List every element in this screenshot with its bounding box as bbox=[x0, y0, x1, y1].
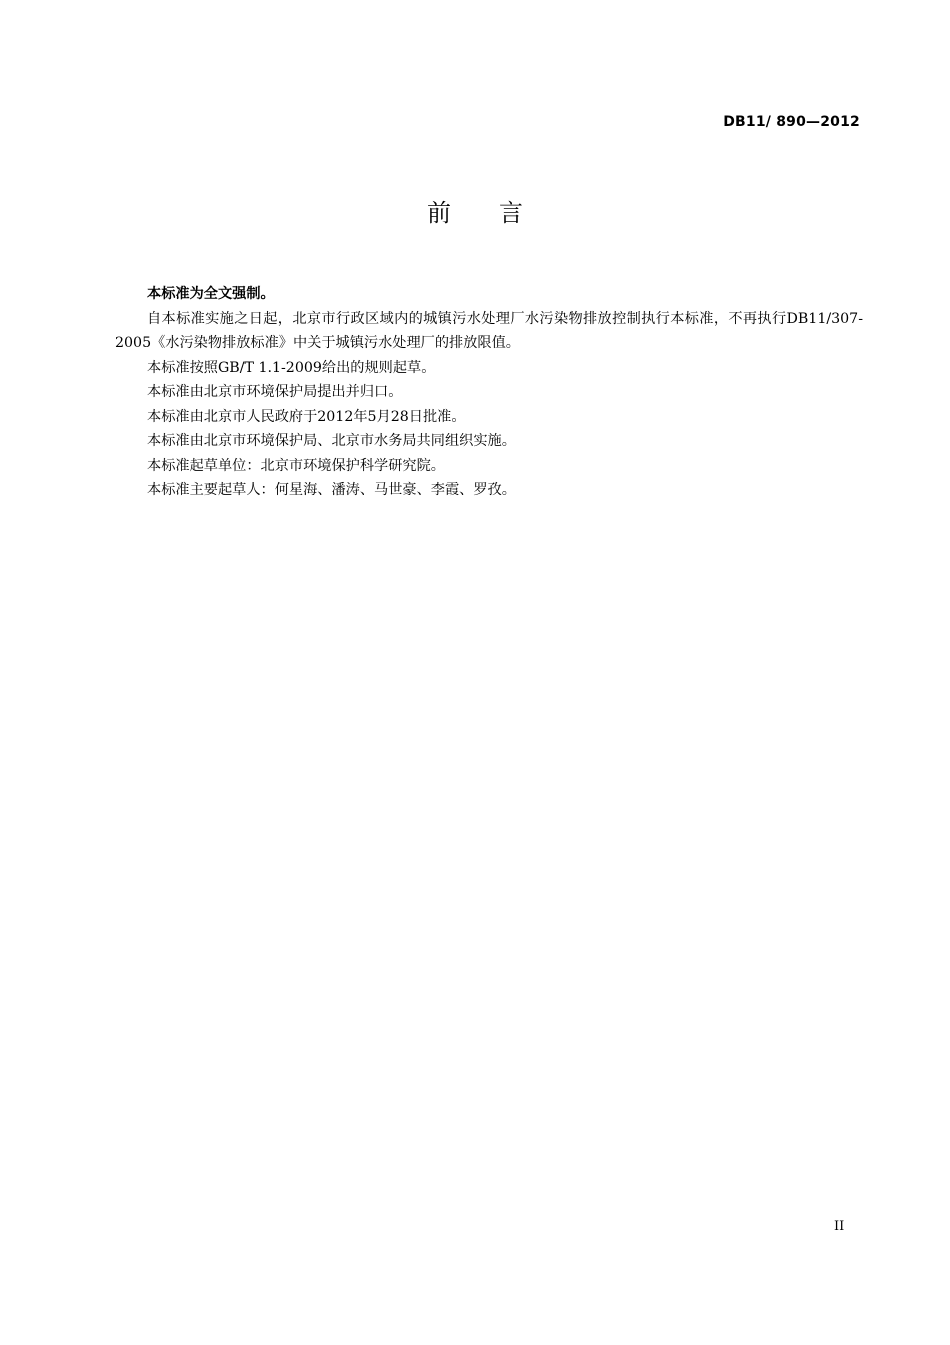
page-title-part2: 言 bbox=[499, 199, 523, 227]
paragraph-approval: 本标准由北京市人民政府于2012年5月28日批准。 bbox=[147, 408, 466, 425]
foreword-body bbox=[115, 282, 863, 503]
mandatory-statement: 本标准为全文强制。 bbox=[147, 286, 275, 302]
page-title-part1: 前 bbox=[427, 199, 451, 227]
paragraph-implementers: 本标准由北京市环境保护局、北京市水务局共同组织实施。 bbox=[147, 433, 516, 449]
paragraph-drafting-rules: 本标准按照GB/T 1.1-2009给出的规则起草。 bbox=[147, 359, 436, 376]
document-code: DB11/ 890—2012 bbox=[723, 114, 860, 130]
paragraph-proposer: 本标准由北京市环境保护局提出并归口。 bbox=[147, 384, 403, 400]
page-number: II bbox=[834, 1219, 845, 1234]
paragraph-drafters: 本标准主要起草人：何星海、潘涛、马世豪、李霞、罗孜。 bbox=[147, 482, 516, 498]
paragraph-implementation: 自本标准实施之日起，北京市行政区域内的城镇污水处理厂水污染物排放控制执行本标准，不再执行DB11/307-2005《水污染物排放标准》中关于城镇污水处理厂的排放限值。 bbox=[115, 310, 863, 351]
page-title bbox=[0, 193, 950, 228]
paragraph-drafting-unit: 本标准起草单位：北京市环境保护科学研究院。 bbox=[147, 457, 445, 474]
